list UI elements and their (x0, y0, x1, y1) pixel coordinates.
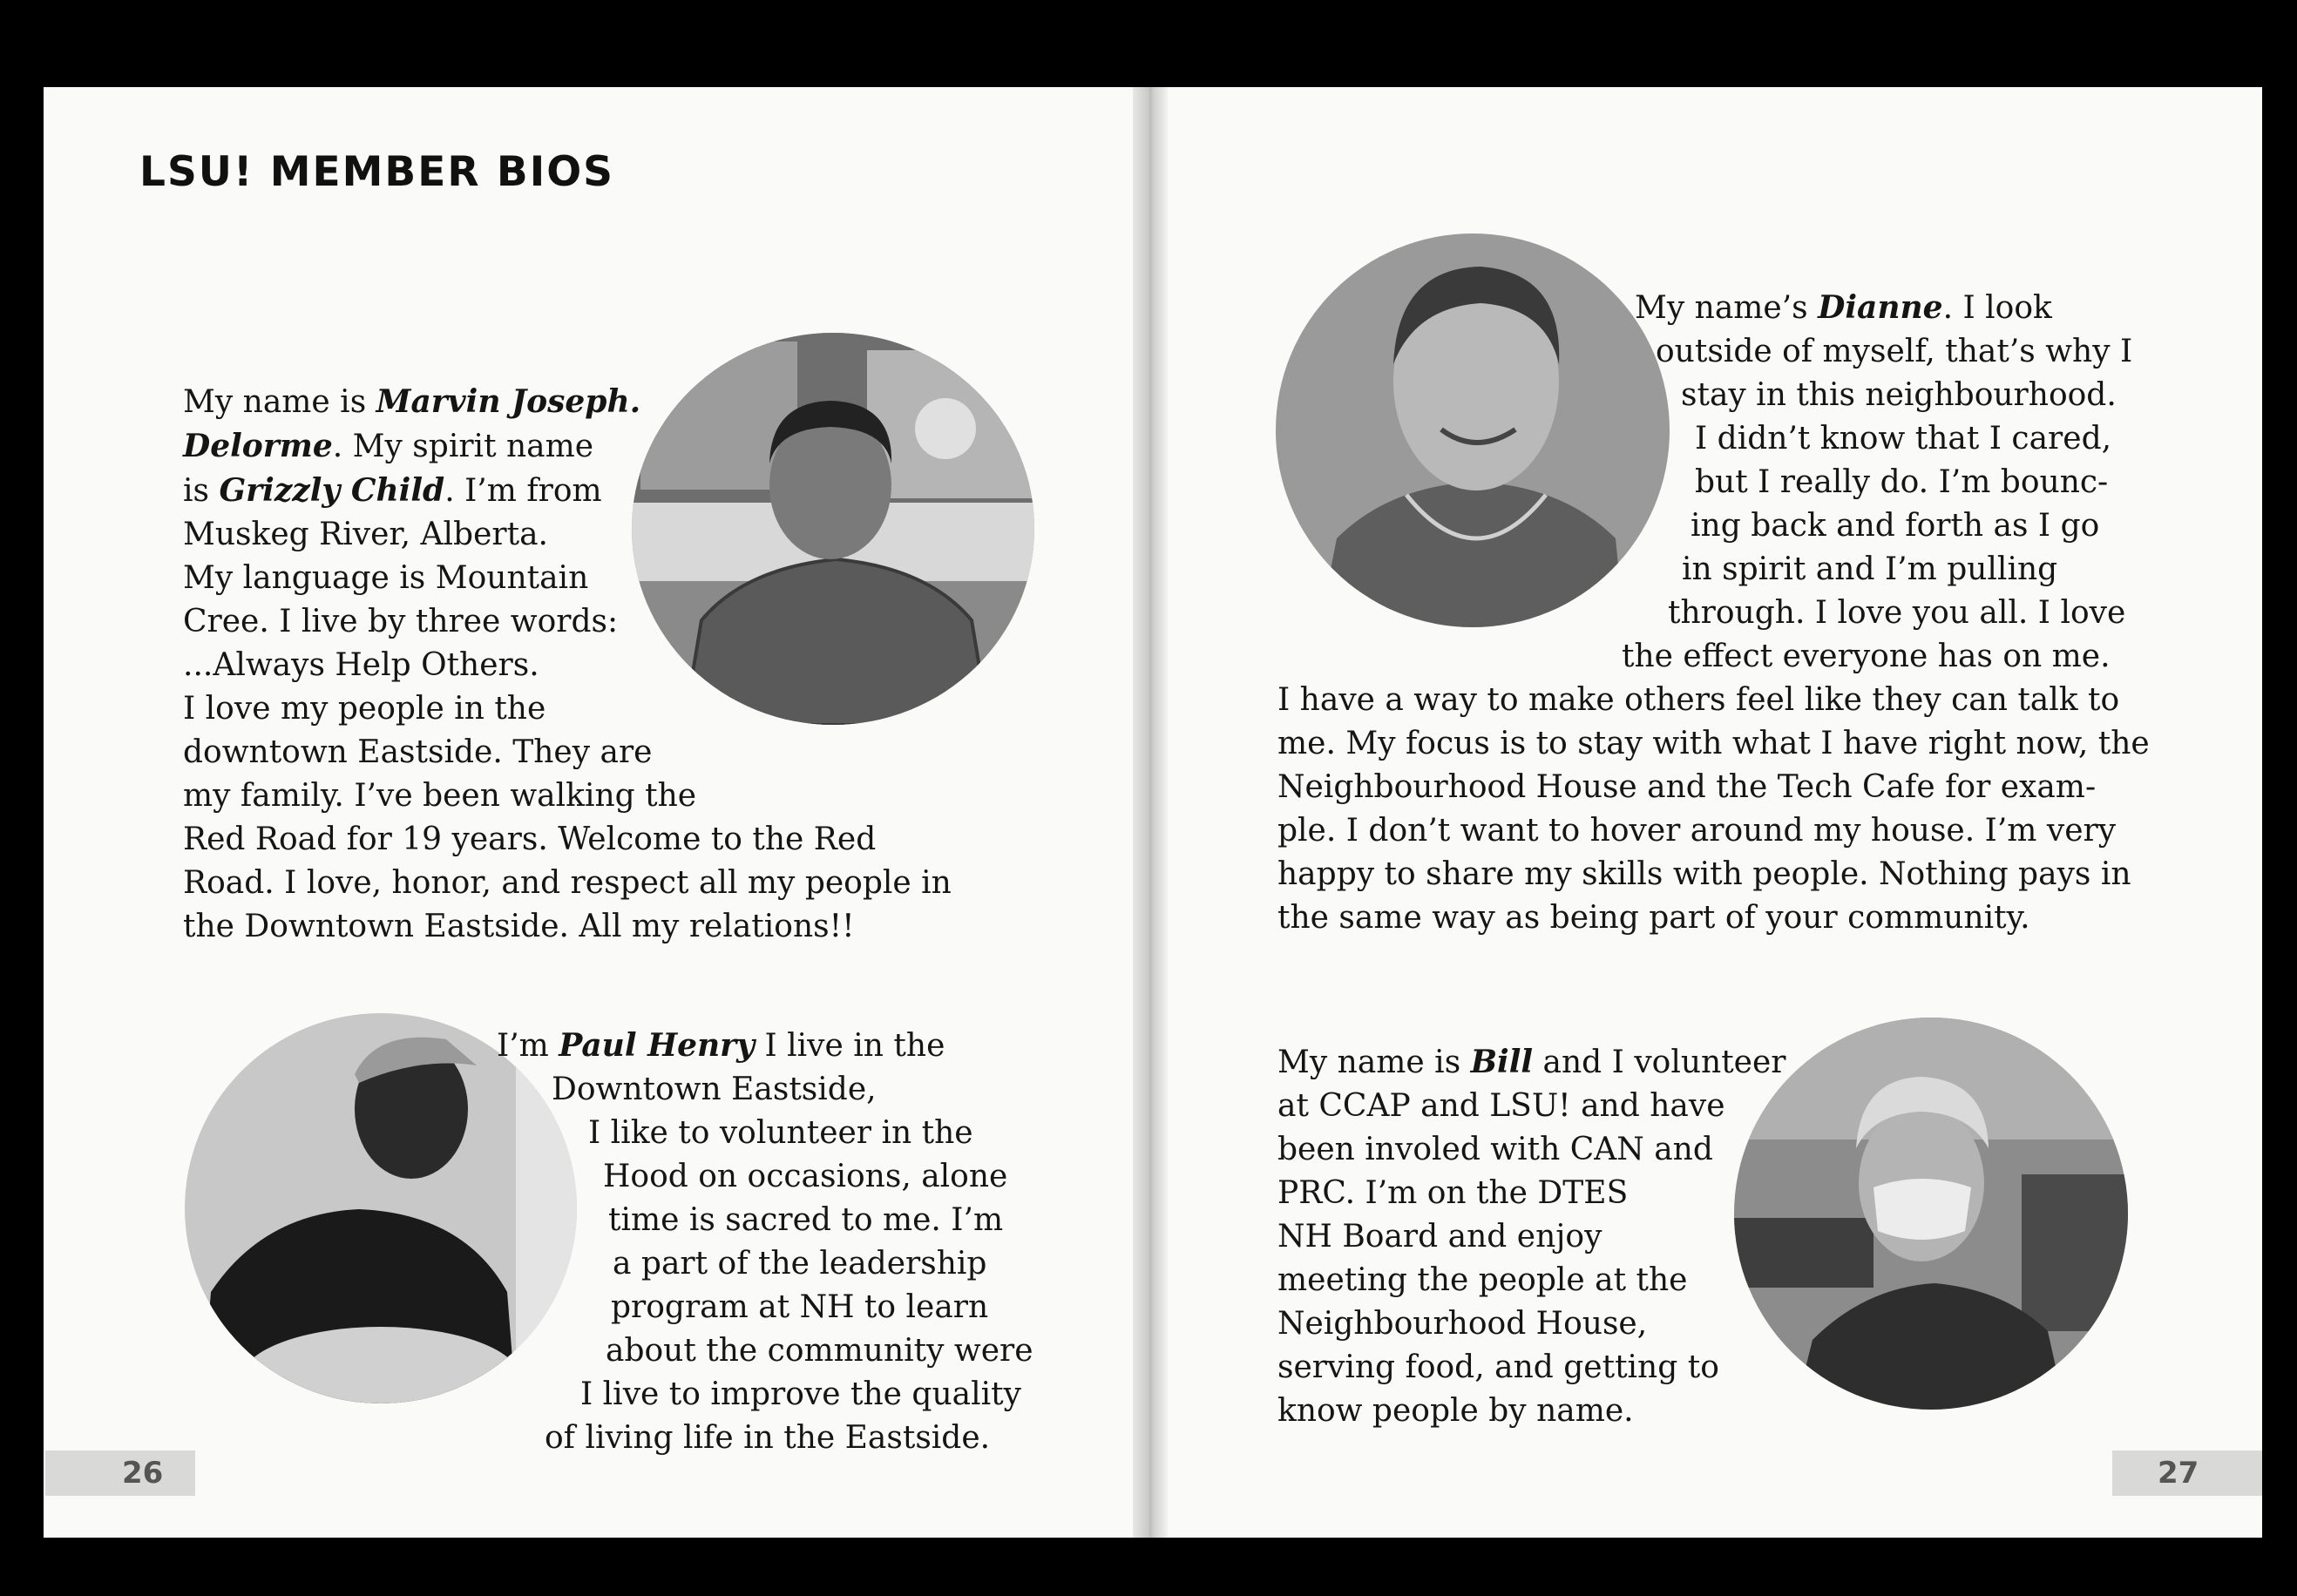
bio-marvin: My name is Marvin Joseph. Delorme. My spirit name is Grizzly Child. I’m from Muskeg River, Alberta. My language is Mountain Cree. I live by three words: ...Always Help Others. I love my people in the downtown Eastside. They are my family. I’ve been walking the Red Road for 19 years. Welcome to the Red Road. I love, honor, and respect all my people in the Downtown Eastside. All my relations!! (183, 383, 952, 944)
bill-photo (1734, 1018, 2128, 1410)
page-number-left: 26 (45, 1451, 195, 1496)
page-number-right: 27 (2112, 1451, 2262, 1496)
bio-dianne: My name’s Dianne. I look outside of myself, that’s why I stay in this neighbourhood. I didn’t know that I cared, but I really do. I’m bounc- ing back and forth as I go in spirit and I’m pulling through. I love you all. I love the effect everyone has on me. I have a way to make others feel like they can talk to me. My focus is to stay with what I have right now, the Neighbourhood House and the Tech Cafe for exam- ple. I don’t want to hover around my house. I’m very happy to share my skills with people. Nothing pays in the same way as being part of your community. (1277, 289, 2150, 936)
bio-bill: My name is Bill and I volunteer at CCAP and LSU! and have been involed with CAN and PRC. I’m on the DTES NH Board and enjoy meeting the people at the Neighbourhood House, serving food, and getting to know people by name. (1277, 1044, 1786, 1429)
bio-paul: I’m Paul Henry I live in the Downtown Eastside, I like to volunteer in the Hood on occasions, alone time is sacred to me. I’m a part of the leadership program at NH to learn about the community were I live to improve the quality of living life in the Eastside. (497, 1027, 1033, 1456)
book-gutter (1133, 87, 1168, 1538)
page-heading: LSU! MEMBER BIOS (139, 148, 615, 196)
